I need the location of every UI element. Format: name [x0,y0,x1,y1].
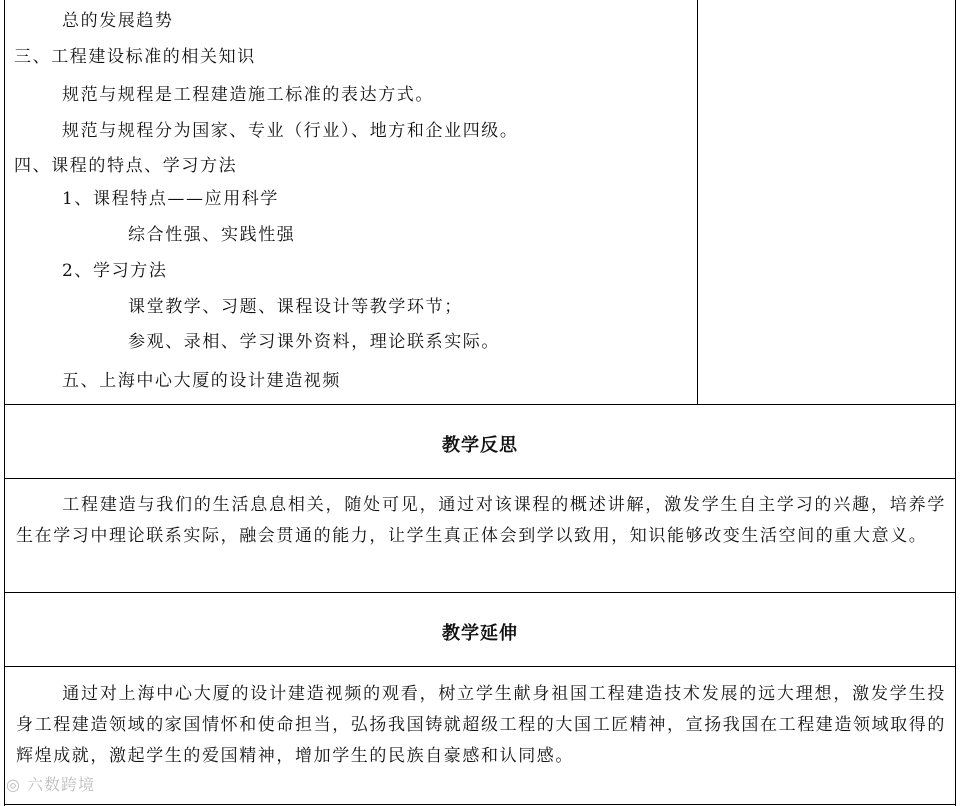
outline-line: 规范与规程分为国家、专业（行业）、地方和企业四级。 [62,121,519,141]
row-divider-3 [4,592,956,593]
outline-heading: 五、上海中心大厦的设计建造视频 [62,371,341,391]
outline-line: 总的发展趋势 [62,11,174,31]
outline-line: 课堂教学、习题、课程设计等教学环节； [128,297,463,317]
outline-heading: 三、工程建设标准的相关知识 [14,47,256,67]
outline-subheading: 2、学习方法 [62,261,168,281]
outline-line: 参观、录相、学习课外资料，理论联系实际。 [128,332,500,352]
extension-heading: 教学延伸 [442,623,518,644]
extension-body [16,679,946,772]
table-border-bottom [4,804,956,805]
extension-text: 通过对上海中心大厦的设计建造视频的观看，树立学生献身祖国工程建造技术发展的远大理想，激发学生投身工程建造领域的家国情怀和使命担当，弘扬我国铸就超级工程的大国工匠精神，宣扬我国在工程建造领域取得的辉煌成就，激起学生的爱国精神，增加学生的民族自豪感和认同感。 [16,684,946,766]
row-divider-4 [4,666,956,667]
table-column-divider [697,0,698,404]
reflection-heading: 教学反思 [442,435,518,456]
table-border-right [955,0,956,806]
outline-subheading: 1、课程特点——应用科学 [62,189,280,209]
watermark: ◎ 六数跨境 [6,775,96,794]
row-divider-1 [4,404,956,405]
outline-line: 综合性强、实践性强 [128,225,296,245]
reflection-body [16,490,946,552]
outline-line: 规范与规程是工程建造施工标准的表达方式。 [62,85,434,105]
outline-heading: 四、课程的特点、学习方法 [14,156,238,176]
table-border-left [4,0,5,806]
row-divider-2 [4,478,956,479]
reflection-text: 工程建造与我们的生活息息相关，随处可见，通过对该课程的概述讲解，激发学生自主学习的兴趣，培养学生在学习中理论联系实际，融会贯通的能力，让学生真正体会到学以致用，知识能够改变生活空间的重大意义。 [16,495,946,546]
